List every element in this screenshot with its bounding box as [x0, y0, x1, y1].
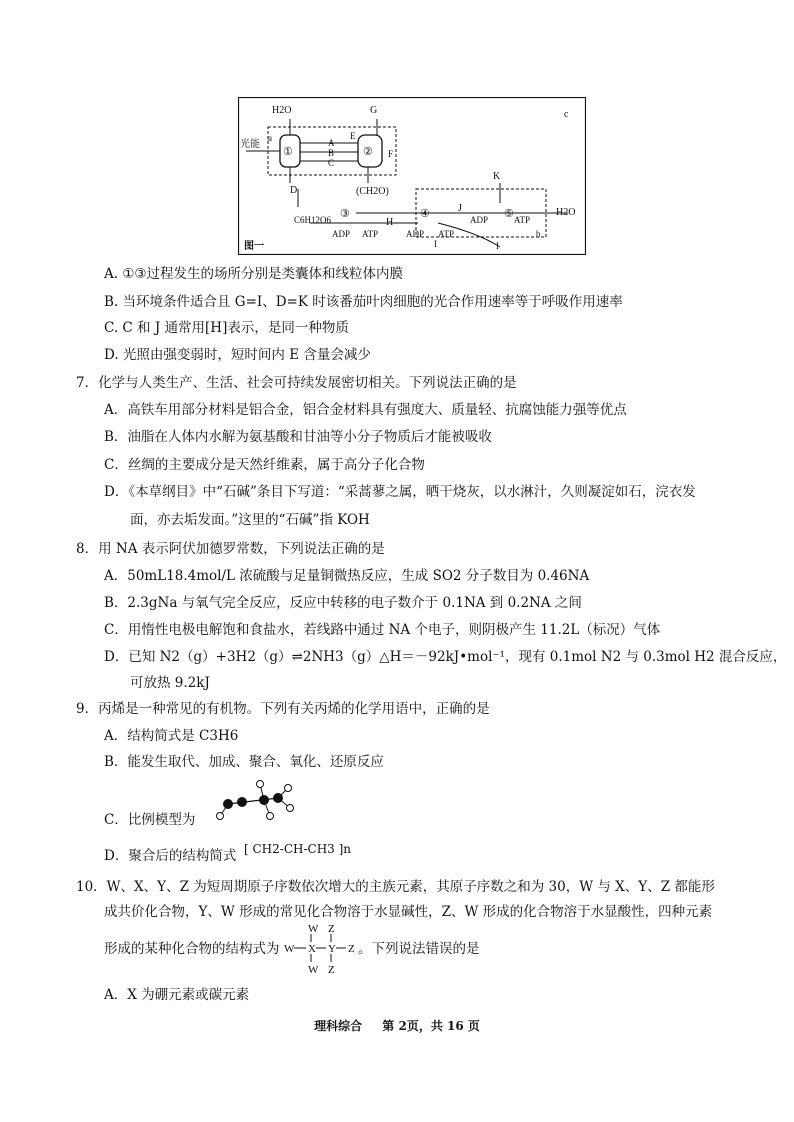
page-footer [0, 1017, 794, 1034]
h2o-top-label: H2O [272, 105, 292, 116]
q9-option-a: A．结构简式是 C3H6 [104, 728, 239, 744]
c-arrow-label: C [328, 158, 335, 168]
q8-option-d-line2: 可放热 9.2kJ [130, 675, 210, 691]
photosynthesis-respiration-diagram [238, 97, 586, 255]
q9-option-c: C．比例模型为 [104, 812, 196, 828]
struct-z-right: Z [348, 943, 355, 955]
propene-space-filling-model [214, 778, 296, 826]
q10-stem-line2: 成共价化合物，Y、W 形成的常见化合物溶于水显碱性，Z、W 形成的化合物溶于水显酸性，四种元素 [104, 904, 713, 920]
struct-y: Y [328, 943, 336, 955]
q8-option-d-line1: D．已知 N2（g）+3H2（g）⇌2NH3（g）△H＝－92kJ•mol⁻¹，现有 0.1mol N2 与 0.3mol H2 混合反应， [104, 649, 787, 665]
adp-1-label: ADP [332, 229, 351, 239]
a-label: a [268, 133, 272, 143]
q7-stem: 7．化学与人类生产、生活、社会可持续发展密切相关。下列说法正确的是 [76, 375, 517, 391]
i-label: I [496, 241, 499, 251]
q7-option-d-line2: 面，亦去垢发面。”这里的“石碱”指 KOH [130, 512, 370, 528]
h-label: H [386, 217, 394, 228]
a-arrow-label: A [328, 138, 335, 148]
adp-2-label: ADP [406, 229, 425, 239]
stage-four-label: ④ [420, 208, 430, 220]
q8-option-c: C．用惰性电极电解饱和食盐水，若线路中通过 NA 个电子，则阴极产生 11.2L（标况）气体 [104, 622, 661, 638]
ch2o-label: (CH2O) [356, 186, 389, 197]
q8-option-a: A．50mL18.4mol/L 浓硫酸与足量铜微热反应，生成 SO2 分子数目为 0.46NA [104, 568, 590, 584]
q10-stem-line3-prefix: 形成的某种化合物的结构式为 [104, 941, 280, 957]
figure-caption: 图一 [244, 241, 264, 252]
glucose-label: C6H12O6 [294, 215, 332, 225]
stage-three-label: ③ [340, 208, 350, 220]
stage-two-label: ② [363, 146, 373, 158]
struct-x: X [308, 943, 316, 955]
i-bottom-label: I [434, 239, 437, 249]
atp-3-label: ATP [514, 215, 531, 225]
q9-stem: 9．丙烯是一种常见的有机物。下列有关丙烯的化学用语中，正确的是 [76, 701, 490, 717]
q10-stem-line3-suffix: 。下列说法错误的是 [358, 941, 480, 957]
q7-option-d-line1: D．《本草纲目》中“石碱”条目下写道：“采蒿蓼之属，晒干烧灰，以水淋汁，久则凝淀如石，浣衣发 [104, 484, 696, 500]
q6-option-a: A. ①③过程发生的场所分别是类囊体和线粒体内膜 [104, 266, 404, 282]
footer-subject: 理科综合 [314, 1019, 363, 1033]
adp-3-label: ADP [470, 215, 489, 225]
q7-option-b: B．油脂在人体内水解为氨基酸和甘油等小分子物质后才能被吸收 [104, 429, 492, 445]
q6-option-c: C. C 和 J 通常用[H]表示，是同一种物质 [104, 320, 349, 336]
stage-five-label: ⑤ [504, 208, 514, 220]
struct-z-top: Z [328, 923, 335, 935]
d-label: D [290, 185, 298, 196]
q10-option-a: A．X 为硼元素或碳元素 [104, 987, 250, 1003]
stage-one-label: ① [283, 146, 293, 158]
q6-option-d: D. 光照由强变弱时，短时间内 E 含量会减少 [104, 347, 371, 363]
struct-w-top: W [308, 923, 319, 935]
b-arrow-label: B [328, 148, 335, 158]
e-label: E [350, 131, 356, 141]
j-label: J [458, 203, 462, 214]
q9-option-d: D．聚合后的结构简式 [104, 848, 237, 864]
q8-option-b: B．2.3gNa 与氧气完全反应，反应中转移的电子数介于 0.1NA 到 0.2NA 之间 [104, 595, 582, 611]
f-label: F [388, 149, 394, 159]
q7-option-a: A．高铁车用部分材料是铝合金，铝合金材料具有强度大、质量轻、抗腐蚀能力强等优点 [104, 402, 627, 418]
polymer-formula: [ CH2-CH-CH3 ]n [244, 842, 352, 856]
footer-page-number: 第 2页，共 16 页 [382, 1019, 480, 1033]
q7-option-c: C．丝绸的主要成分是天然纤维素，属于高分子化合物 [104, 457, 425, 473]
structural-formula [284, 922, 356, 976]
b-label: b [536, 229, 541, 239]
struct-w-bottom: W [308, 964, 319, 976]
k-label: K [493, 171, 501, 182]
h2o-right-label: H2O [556, 207, 576, 218]
q9-option-b: B．能发生取代、加成、聚合、氧化、还原反应 [104, 754, 384, 770]
q8-stem: 8．用 NA 表示阿伏加德罗常数，下列说法正确的是 [76, 541, 385, 557]
atp-2-label: ATP [438, 229, 455, 239]
struct-z-bottom: Z [328, 964, 335, 976]
q6-option-b: B. 当环境条件适合且 G=I、D=K 时该番茄叶肉细胞的光合作用速率等于呼吸作用速率 [104, 294, 623, 310]
q10-stem-line1: 10．W、X、Y、Z 为短周期原子序数依次增大的主族元素，其原子序数之和为 30，W 与 X、Y、Z 都能形 [76, 879, 715, 895]
g-label: G [370, 105, 378, 116]
struct-w-left: W [284, 943, 295, 955]
atp-1-label: ATP [362, 229, 379, 239]
light-label: 光能 [240, 139, 260, 150]
corner-label: c [564, 109, 569, 120]
